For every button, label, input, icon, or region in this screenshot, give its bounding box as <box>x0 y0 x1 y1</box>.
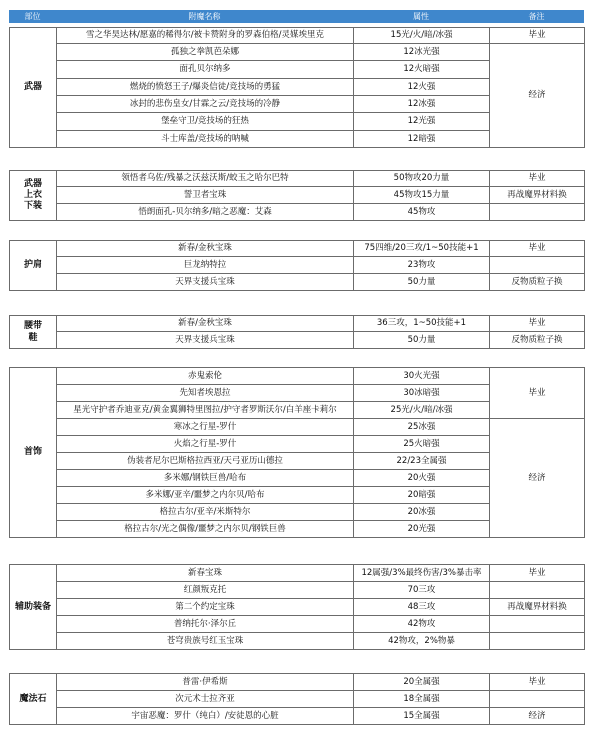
enchant-name: 领悟者乌佐/残暴之沃兹沃斯/蛟玉之哈尔巴特 <box>57 171 354 187</box>
category-label <box>10 316 57 349</box>
enchant-name: 冰封的悲伤皇女/甘霖之云/竞技场的冷静 <box>57 96 354 113</box>
enchant-attr: 12火暗强 <box>354 61 490 79</box>
enchant-attr: 30火光强 <box>354 368 490 385</box>
category-line: 鞋 <box>28 333 38 343</box>
category-label: 护肩 <box>10 241 57 291</box>
enchant-attr: 15光/火/暗/冰强 <box>354 28 490 44</box>
enchant-attr: 12暗强 <box>354 131 490 148</box>
enchant-name: 多米娜/钢铁巨兽/哈布 <box>57 470 354 487</box>
enchant-name: 普雷·伊希斯 <box>57 674 354 691</box>
enchant-name: 第二个约定宝珠 <box>57 599 354 616</box>
enchant-attr: 45物攻15力量 <box>354 187 490 204</box>
enchant-attr: 20全属强 <box>354 674 490 691</box>
note-cell: 反物质粒子换 <box>490 274 585 291</box>
note-cell: 反物质粒子换 <box>490 332 585 349</box>
shoulder-section <box>9 240 585 291</box>
category-label: 武器 <box>10 28 57 148</box>
category-line: 腰带 <box>23 320 42 331</box>
note-cell <box>490 204 585 221</box>
note-cell: 经济 <box>490 708 585 725</box>
enchant-attr: 45物攻 <box>354 204 490 221</box>
enchant-attr: 18全属强 <box>354 691 490 708</box>
enchant-attr: 42物攻，2%物暴 <box>354 633 490 650</box>
enchant-attr: 50力量 <box>354 274 490 291</box>
enchant-attr: 50力量 <box>354 332 490 349</box>
enchant-attr: 12属强/3%最终伤害/3%暴击率 <box>354 565 490 582</box>
enchant-name: 多米娜/亚辛/噩梦之内尔贝/哈布 <box>57 487 354 504</box>
enchant-name: 新春宝珠 <box>57 565 354 582</box>
enchant-attr: 70三攻 <box>354 582 490 599</box>
note-cell: 毕业 <box>490 171 585 187</box>
enchant-name: 雪之华昊达林/愿嘉的稀得尔/被卡赞附身的罗森伯格/灵媒埃里克 <box>57 28 354 44</box>
weapon-section <box>9 27 585 148</box>
enchant-name: 燃烧的愤怒王子/爆炎信徒/竞技场的勇猛 <box>57 79 354 96</box>
note-cell: 再战魔界材料换 <box>490 187 585 204</box>
enchant-attr: 48三攻 <box>354 599 490 616</box>
enchant-name: 寒冰之行星-罗什 <box>57 419 354 436</box>
enchant-attr: 25光/火/暗/冰强 <box>354 402 490 419</box>
enchant-attr: 20火强 <box>354 470 490 487</box>
enchant-name: 次元术士拉齐亚 <box>57 691 354 708</box>
enchant-attr: 12冰光强 <box>354 44 490 61</box>
note-cell: 再战魔界材料换 <box>490 599 585 616</box>
enchant-name: 先知者埃恩拉 <box>57 385 354 402</box>
enchant-name: 火焰之行星-罗什 <box>57 436 354 453</box>
category-line: 上衣 <box>23 189 42 200</box>
enchant-attr: 20光强 <box>354 521 490 538</box>
enchant-name: 孤独之拳凯芭朵娜 <box>57 44 354 61</box>
belt-shoes-section <box>9 315 585 349</box>
note-cell: 毕业 <box>490 674 585 691</box>
enchant-name: 星光守护者乔迪亚克/黄金翼狮特里图拉/护守者罗斯沃尔/白羊座卡莉尔 <box>57 402 354 419</box>
enchant-name: 格拉古尔/光之偶像/噩梦之内尔贝/钢铁巨兽 <box>57 521 354 538</box>
enchant-attr: 22/23全属强 <box>354 453 490 470</box>
enchant-attr: 36三攻，1~50技能+1 <box>354 316 490 332</box>
note-cell <box>490 257 585 274</box>
note-cell <box>490 582 585 599</box>
category-label <box>10 171 57 221</box>
accessory-section <box>9 367 585 538</box>
enchant-name: 巨龙纳特拉 <box>57 257 354 274</box>
enchant-name: 伪装者尼尔巴斯格拉西亚/天弓亚历山德拉 <box>57 453 354 470</box>
enchant-attr: 12火强 <box>354 79 490 96</box>
enchant-name: 新春/金秋宝珠 <box>57 316 354 332</box>
category-line: 下装 <box>23 201 42 212</box>
category-line: 武器 <box>23 178 42 189</box>
enchant-attr: 75四维/20三攻/1~50技能+1 <box>354 241 490 257</box>
note-cell <box>490 616 585 633</box>
enchant-name: 悟朗面孔-贝尔纳多/暗之恶魔：艾森 <box>57 204 354 221</box>
note-cell: 毕业 <box>490 368 585 419</box>
category-label: 首饰 <box>10 368 57 538</box>
header-enchant-name: 附魔名称 <box>188 12 221 21</box>
enchant-attr: 12光强 <box>354 113 490 131</box>
enchant-attr: 25冰强 <box>354 419 490 436</box>
enchant-attr: 25火暗强 <box>354 436 490 453</box>
enchant-attr: 42物攻 <box>354 616 490 633</box>
note-cell <box>490 633 585 650</box>
note-cell: 经济 <box>490 419 585 538</box>
enchant-name: 面孔贝尔纳多 <box>57 61 354 79</box>
enchant-name: 堡垒守卫/竞技场的狂热 <box>57 113 354 131</box>
header-attribute: 属性 <box>413 12 429 21</box>
enchant-attr: 15全属强 <box>354 708 490 725</box>
category-label: 魔法石 <box>10 674 57 725</box>
support-gear-section <box>9 564 585 650</box>
enchant-name: 红颜叛克托 <box>57 582 354 599</box>
enchant-attr: 20暗强 <box>354 487 490 504</box>
note-cell <box>490 691 585 708</box>
category-label: 辅助装备 <box>10 565 57 650</box>
enchant-name: 格拉古尔/亚辛/米斯特尔 <box>57 504 354 521</box>
table-header <box>9 10 584 23</box>
note-cell: 毕业 <box>490 316 585 332</box>
weapon-top-bottom-section <box>9 170 585 221</box>
note-cell: 毕业 <box>490 28 585 44</box>
enchant-name: 苍穹贵族号红玉宝珠 <box>57 633 354 650</box>
enchant-attr: 23物攻 <box>354 257 490 274</box>
enchant-name: 誓卫者宝珠 <box>57 187 354 204</box>
note-cell: 毕业 <box>490 565 585 582</box>
enchant-name: 天界支援兵宝珠 <box>57 274 354 291</box>
enchant-attr: 50物攻20力量 <box>354 171 490 187</box>
header-note: 备注 <box>528 12 545 21</box>
enchant-name: 新春/金秋宝珠 <box>57 241 354 257</box>
note-cell: 毕业 <box>490 241 585 257</box>
enchant-name: 普纳托尔·泽尔丘 <box>57 616 354 633</box>
enchant-attr: 20冰强 <box>354 504 490 521</box>
enchant-attr: 30冰暗强 <box>354 385 490 402</box>
magic-stone-section <box>9 673 585 725</box>
note-cell: 经济 <box>490 44 585 148</box>
enchant-name: 宇宙恶魔：罗什（纯白）/安徒恩的心脏 <box>57 708 354 725</box>
header-part: 部位 <box>24 12 41 21</box>
enchant-name: 天界支援兵宝珠 <box>57 332 354 349</box>
enchant-name: 斗士库盖/竞技场的呐喊 <box>57 131 354 148</box>
enchant-name: 赤鬼索伦 <box>57 368 354 385</box>
enchant-attr: 12冰强 <box>354 96 490 113</box>
